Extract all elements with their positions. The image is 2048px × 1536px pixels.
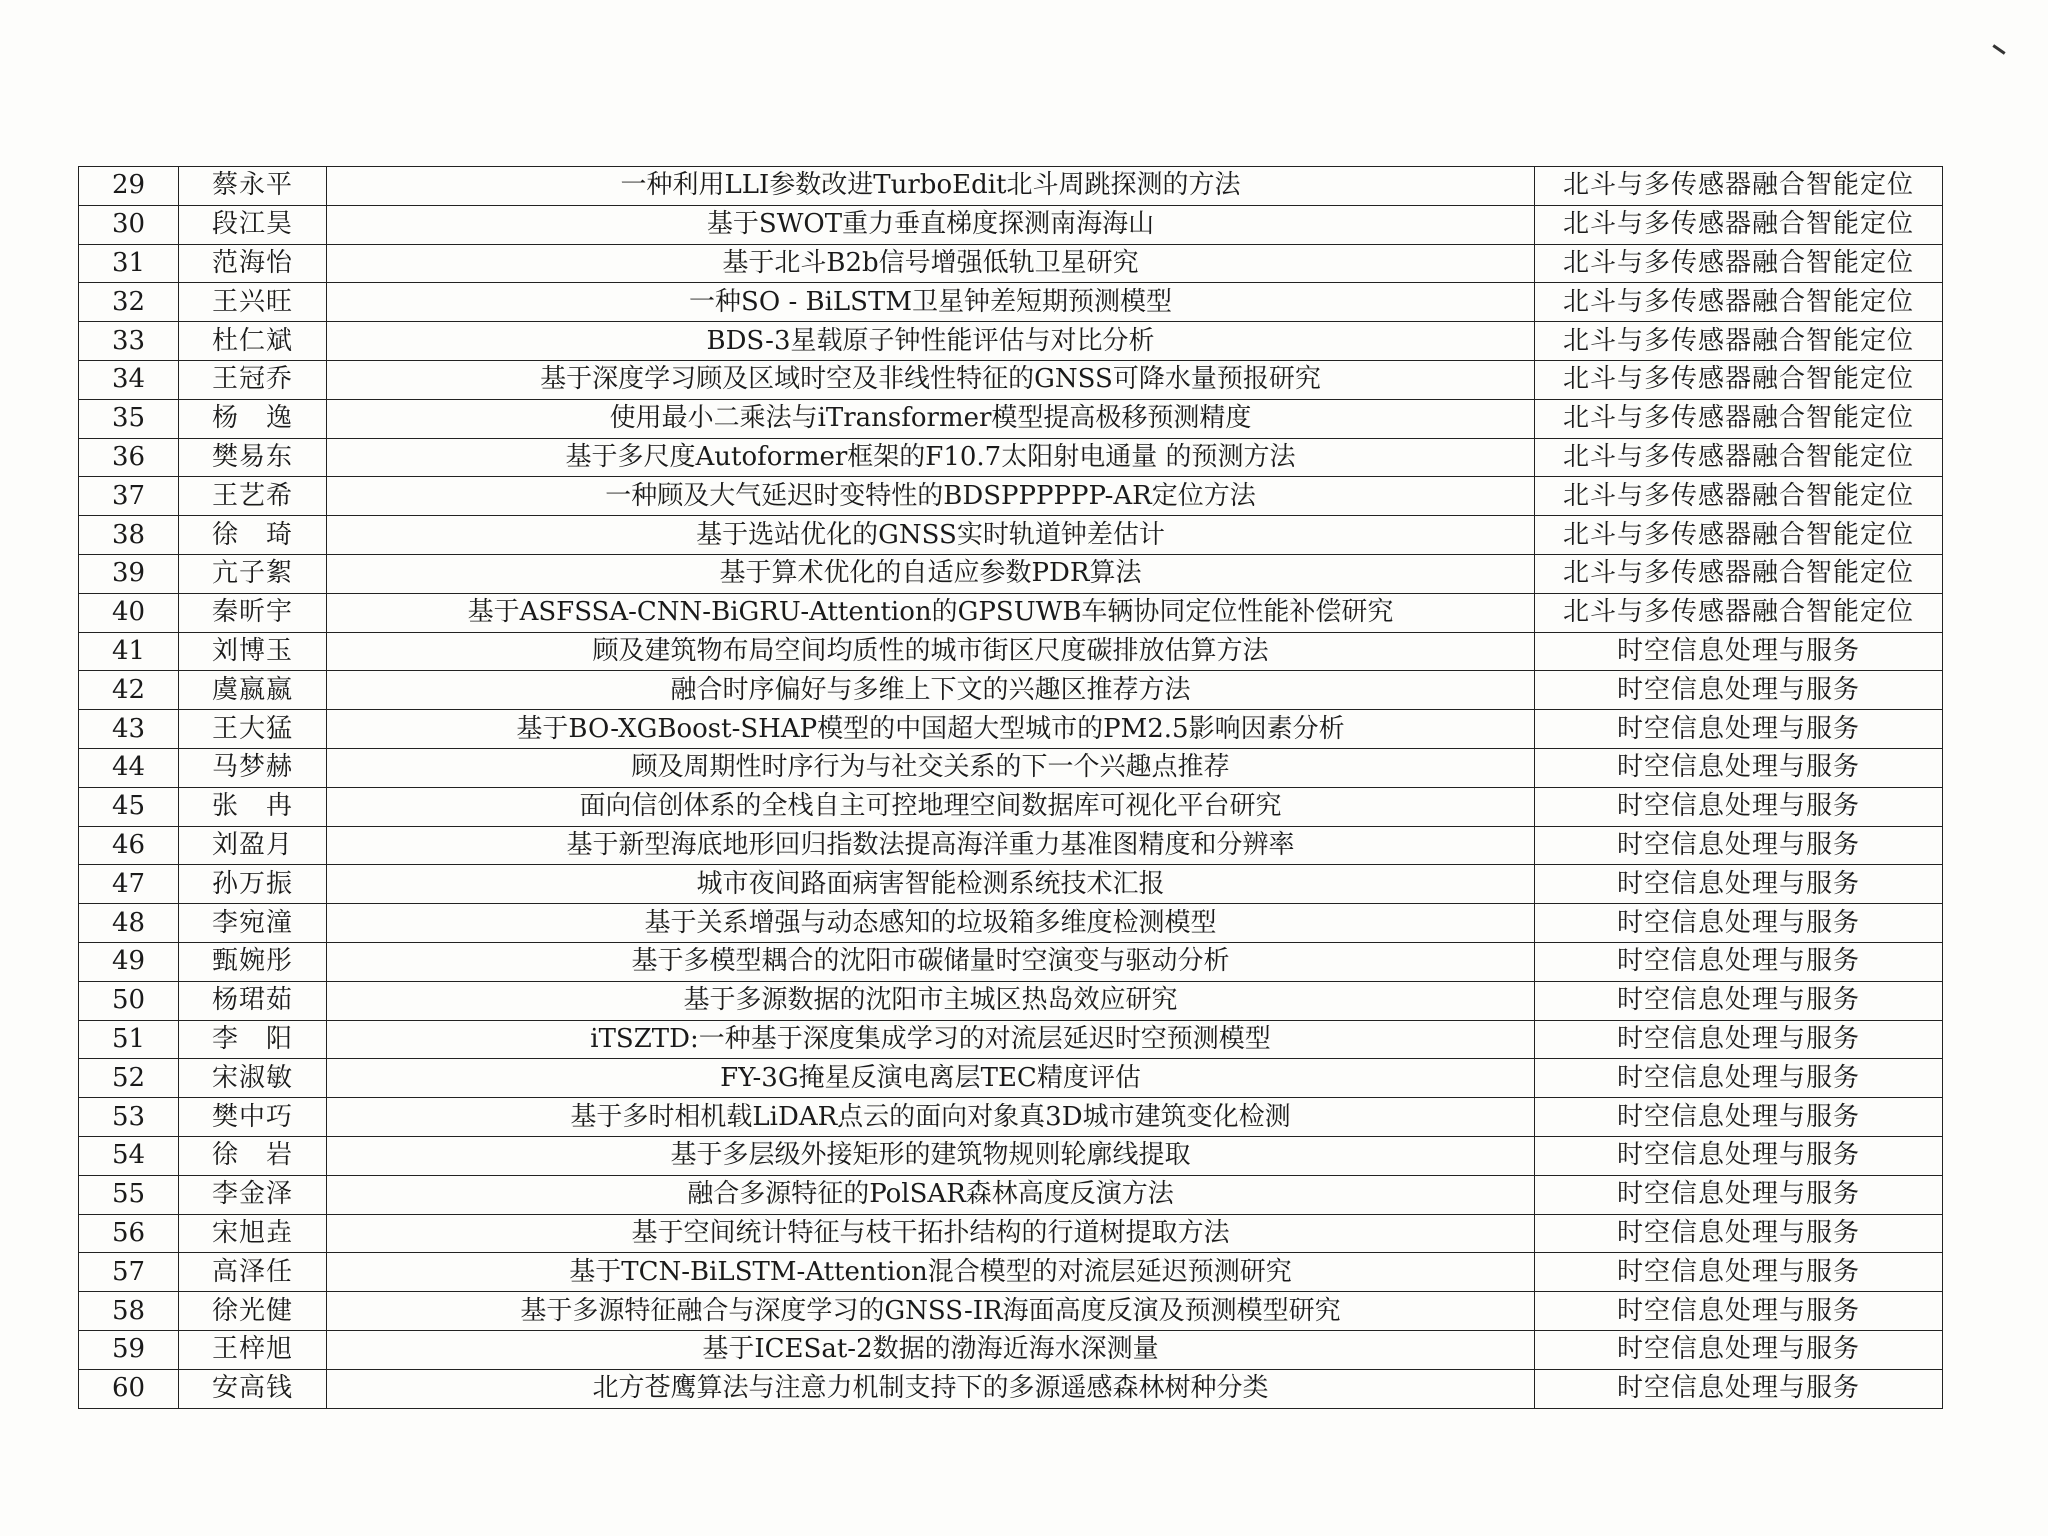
- table-row: [79, 942, 1943, 981]
- track-name: 时空信息处理与服务: [1535, 1059, 1943, 1098]
- track-name: 时空信息处理与服务: [1535, 981, 1943, 1020]
- presenter-name: 张 冉: [179, 787, 327, 826]
- presenter-name: 王艺希: [179, 477, 327, 516]
- presenter-name: 徐光健: [179, 1292, 327, 1331]
- presenter-name: 徐 岩: [179, 1136, 327, 1175]
- row-number: 57: [79, 1253, 179, 1292]
- presenter-name: 高泽任: [179, 1253, 327, 1292]
- row-number: 43: [79, 710, 179, 749]
- presenter-name: 李金泽: [179, 1175, 327, 1214]
- row-number: 60: [79, 1369, 179, 1408]
- results-table: [78, 166, 1943, 1409]
- row-number: 54: [79, 1136, 179, 1175]
- row-number: 51: [79, 1020, 179, 1059]
- track-name: 时空信息处理与服务: [1535, 1175, 1943, 1214]
- row-number: 56: [79, 1214, 179, 1253]
- presenter-name: 亢子絮: [179, 554, 327, 593]
- paper-title: 基于算术优化的自适应参数PDR算法: [327, 554, 1535, 593]
- presenter-name: 王兴旺: [179, 283, 327, 322]
- row-number: 45: [79, 787, 179, 826]
- paper-title: 基于多模型耦合的沈阳市碳储量时空演变与驱动分析: [327, 942, 1535, 981]
- presenter-name: 樊中巧: [179, 1098, 327, 1137]
- paper-title: FY-3G掩星反演电离层TEC精度评估: [327, 1059, 1535, 1098]
- presenter-name: 樊易东: [179, 438, 327, 477]
- presenter-name: 范海怡: [179, 244, 327, 283]
- row-number: 49: [79, 942, 179, 981]
- row-number: 58: [79, 1292, 179, 1331]
- table-row: [79, 1214, 1943, 1253]
- row-number: 33: [79, 322, 179, 361]
- table-row: [79, 1136, 1943, 1175]
- paper-title: 北方苍鹰算法与注意力机制支持下的多源遥感森林树种分类: [327, 1369, 1535, 1408]
- table-row: [79, 1292, 1943, 1331]
- row-number: 52: [79, 1059, 179, 1098]
- row-number: 38: [79, 516, 179, 555]
- presenter-name: 宋旭垚: [179, 1214, 327, 1253]
- row-number: 48: [79, 904, 179, 943]
- scan-mark: [1992, 44, 2005, 54]
- paper-title: 基于ICESat-2数据的渤海近海水深测量: [327, 1330, 1535, 1369]
- table-row: [79, 671, 1943, 710]
- presenter-name: 孙万振: [179, 865, 327, 904]
- track-name: 北斗与多传感器融合智能定位: [1535, 360, 1943, 399]
- track-name: 时空信息处理与服务: [1535, 787, 1943, 826]
- presenter-name: 杨 逸: [179, 399, 327, 438]
- track-name: 时空信息处理与服务: [1535, 1369, 1943, 1408]
- table-row: [79, 399, 1943, 438]
- presenter-name: 安高钱: [179, 1369, 327, 1408]
- row-number: 42: [79, 671, 179, 710]
- paper-title: 基于北斗B2b信号增强低轨卫星研究: [327, 244, 1535, 283]
- paper-title: 融合多源特征的PolSAR森林高度反演方法: [327, 1175, 1535, 1214]
- presenter-name: 徐 琦: [179, 516, 327, 555]
- table-row: [79, 1369, 1943, 1408]
- table-row: [79, 710, 1943, 749]
- table-row: [79, 1253, 1943, 1292]
- row-number: 29: [79, 167, 179, 206]
- track-name: 北斗与多传感器融合智能定位: [1535, 322, 1943, 361]
- row-number: 31: [79, 244, 179, 283]
- track-name: 时空信息处理与服务: [1535, 710, 1943, 749]
- presenter-name: 刘博玉: [179, 632, 327, 671]
- paper-title: 基于多层级外接矩形的建筑物规则轮廓线提取: [327, 1136, 1535, 1175]
- presenter-name: 马梦赫: [179, 748, 327, 787]
- track-name: 北斗与多传感器融合智能定位: [1535, 593, 1943, 632]
- table-row: [79, 593, 1943, 632]
- table-row: [79, 787, 1943, 826]
- presenter-name: 刘盈月: [179, 826, 327, 865]
- paper-title: 使用最小二乘法与iTransformer模型提高极移预测精度: [327, 399, 1535, 438]
- track-name: 北斗与多传感器融合智能定位: [1535, 516, 1943, 555]
- row-number: 41: [79, 632, 179, 671]
- table-row: [79, 904, 1943, 943]
- row-number: 59: [79, 1330, 179, 1369]
- row-number: 30: [79, 205, 179, 244]
- track-name: 时空信息处理与服务: [1535, 1214, 1943, 1253]
- track-name: 时空信息处理与服务: [1535, 826, 1943, 865]
- paper-title: 基于多源特征融合与深度学习的GNSS-IR海面高度反演及预测模型研究: [327, 1292, 1535, 1331]
- table-row: [79, 205, 1943, 244]
- presenter-name: 王大猛: [179, 710, 327, 749]
- paper-title: 一种顾及大气延迟时变特性的BDSPPPPPP-AR定位方法: [327, 477, 1535, 516]
- paper-title: 融合时序偏好与多维上下文的兴趣区推荐方法: [327, 671, 1535, 710]
- track-name: 北斗与多传感器融合智能定位: [1535, 205, 1943, 244]
- table-row: [79, 167, 1943, 206]
- table-row: [79, 438, 1943, 477]
- paper-title: 城市夜间路面病害智能检测系统技术汇报: [327, 865, 1535, 904]
- row-number: 46: [79, 826, 179, 865]
- track-name: 北斗与多传感器融合智能定位: [1535, 477, 1943, 516]
- table-row: [79, 1330, 1943, 1369]
- track-name: 时空信息处理与服务: [1535, 1330, 1943, 1369]
- row-number: 35: [79, 399, 179, 438]
- presenter-name: 李 阳: [179, 1020, 327, 1059]
- row-number: 55: [79, 1175, 179, 1214]
- presenter-name: 李宛潼: [179, 904, 327, 943]
- row-number: 32: [79, 283, 179, 322]
- table-row: [79, 244, 1943, 283]
- table-row: [79, 1098, 1943, 1137]
- track-name: 时空信息处理与服务: [1535, 632, 1943, 671]
- table-row: [79, 516, 1943, 555]
- paper-title: 基于BO-XGBoost-SHAP模型的中国超大型城市的PM2.5影响因素分析: [327, 710, 1535, 749]
- paper-title: 一种SO - BiLSTM卫星钟差短期预测模型: [327, 283, 1535, 322]
- track-name: 时空信息处理与服务: [1535, 1136, 1943, 1175]
- row-number: 39: [79, 554, 179, 593]
- paper-title: 基于关系增强与动态感知的垃圾箱多维度检测模型: [327, 904, 1535, 943]
- track-name: 时空信息处理与服务: [1535, 1253, 1943, 1292]
- track-name: 时空信息处理与服务: [1535, 904, 1943, 943]
- presenter-name: 杜仁斌: [179, 322, 327, 361]
- paper-title: 基于ASFSSA-CNN-BiGRU-Attention的GPSUWB车辆协同定位性能补偿研究: [327, 593, 1535, 632]
- row-number: 47: [79, 865, 179, 904]
- paper-title: 基于SWOT重力垂直梯度探测南海海山: [327, 205, 1535, 244]
- table-row: [79, 748, 1943, 787]
- table-row: [79, 1059, 1943, 1098]
- track-name: 时空信息处理与服务: [1535, 865, 1943, 904]
- paper-title: 一种利用LLI参数改进TurboEdit北斗周跳探测的方法: [327, 167, 1535, 206]
- paper-title: 基于深度学习顾及区域时空及非线性特征的GNSS可降水量预报研究: [327, 360, 1535, 399]
- table-row: [79, 283, 1943, 322]
- presenter-name: 虞嬴嬴: [179, 671, 327, 710]
- track-name: 时空信息处理与服务: [1535, 1292, 1943, 1331]
- paper-title: 基于多源数据的沈阳市主城区热岛效应研究: [327, 981, 1535, 1020]
- presenter-name: 王梓旭: [179, 1330, 327, 1369]
- row-number: 37: [79, 477, 179, 516]
- paper-title: 顾及周期性时序行为与社交关系的下一个兴趣点推荐: [327, 748, 1535, 787]
- presenter-name: 秦昕宇: [179, 593, 327, 632]
- track-name: 时空信息处理与服务: [1535, 748, 1943, 787]
- track-name: 时空信息处理与服务: [1535, 671, 1943, 710]
- paper-title: 基于多时相机载LiDAR点云的面向对象真3D城市建筑变化检测: [327, 1098, 1535, 1137]
- row-number: 53: [79, 1098, 179, 1137]
- track-name: 时空信息处理与服务: [1535, 942, 1943, 981]
- track-name: 北斗与多传感器融合智能定位: [1535, 554, 1943, 593]
- row-number: 36: [79, 438, 179, 477]
- presenter-name: 蔡永平: [179, 167, 327, 206]
- row-number: 44: [79, 748, 179, 787]
- presenter-name: 段江昊: [179, 205, 327, 244]
- track-name: 北斗与多传感器融合智能定位: [1535, 244, 1943, 283]
- table-row: [79, 360, 1943, 399]
- row-number: 34: [79, 360, 179, 399]
- paper-title: 基于选站优化的GNSS实时轨道钟差估计: [327, 516, 1535, 555]
- table-row: [79, 981, 1943, 1020]
- table-row: [79, 554, 1943, 593]
- table-row: [79, 865, 1943, 904]
- paper-title: 基于新型海底地形回归指数法提高海洋重力基准图精度和分辨率: [327, 826, 1535, 865]
- table-row: [79, 322, 1943, 361]
- table-row: [79, 826, 1943, 865]
- table-body: [79, 167, 1943, 1409]
- table-row: [79, 632, 1943, 671]
- row-number: 50: [79, 981, 179, 1020]
- presenter-name: 杨珺茹: [179, 981, 327, 1020]
- presenter-name: 宋淑敏: [179, 1059, 327, 1098]
- paper-title: 顾及建筑物布局空间均质性的城市街区尺度碳排放估算方法: [327, 632, 1535, 671]
- track-name: 时空信息处理与服务: [1535, 1020, 1943, 1059]
- track-name: 北斗与多传感器融合智能定位: [1535, 438, 1943, 477]
- table-row: [79, 1175, 1943, 1214]
- track-name: 北斗与多传感器融合智能定位: [1535, 399, 1943, 438]
- track-name: 北斗与多传感器融合智能定位: [1535, 283, 1943, 322]
- paper-title: 基于TCN-BiLSTM-Attention混合模型的对流层延迟预测研究: [327, 1253, 1535, 1292]
- row-number: 40: [79, 593, 179, 632]
- paper-title: 面向信创体系的全栈自主可控地理空间数据库可视化平台研究: [327, 787, 1535, 826]
- paper-title: 基于空间统计特征与枝干拓扑结构的行道树提取方法: [327, 1214, 1535, 1253]
- track-name: 时空信息处理与服务: [1535, 1098, 1943, 1137]
- paper-title: 基于多尺度Autoformer框架的F10.7太阳射电通量 的预测方法: [327, 438, 1535, 477]
- presenter-name: 王冠乔: [179, 360, 327, 399]
- table-row: [79, 477, 1943, 516]
- presenter-name: 甄婉彤: [179, 942, 327, 981]
- paper-title: iTSZTD:一种基于深度集成学习的对流层延迟时空预测模型: [327, 1020, 1535, 1059]
- paper-title: BDS-3星载原子钟性能评估与对比分析: [327, 322, 1535, 361]
- table-row: [79, 1020, 1943, 1059]
- track-name: 北斗与多传感器融合智能定位: [1535, 167, 1943, 206]
